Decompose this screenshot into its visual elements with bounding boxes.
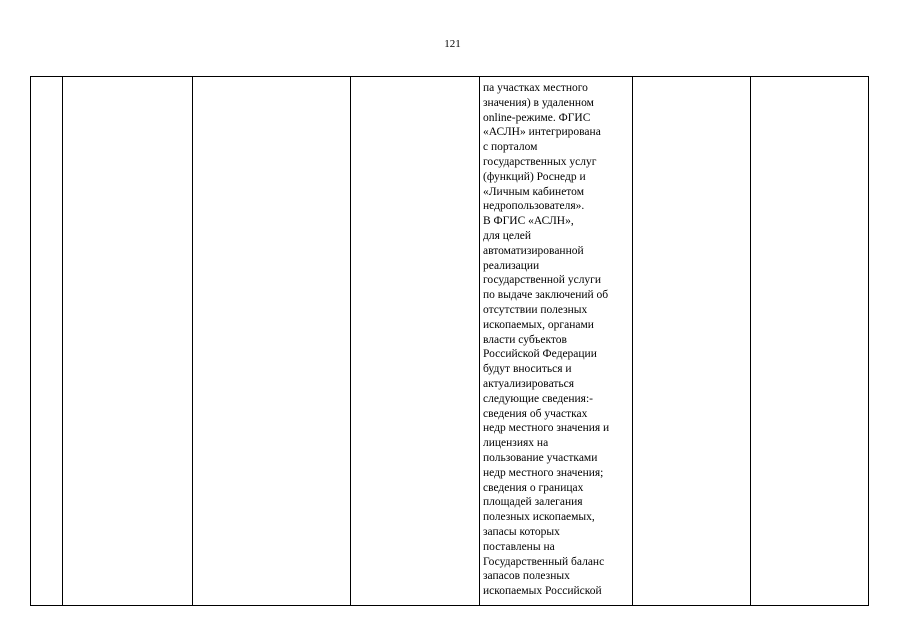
description-text: па участках местного значения) в удаленном online-режиме. ФГИС «АСЛН» интегрирована с порталом государственных услуг (функций) Роснедр и «Личным кабинетом недропользователя». В ФГИС «АСЛН», для целей автоматизированной реализации государственной услуги по выдаче заключений об отсутствии полезных ископаемых, органами власти субъектов Российской Федерации будут вноситься и актуализироваться следующие сведения:- сведения об участках недр местного значения и лицензиях на пользование участками недр местного значения; сведения о границах площадей залегания полезных ископаемых, запасы которых поставлены на Государственный баланс запасов полезных ископаемых Российской <box>483 82 610 598</box>
table-cell-description <box>480 77 633 606</box>
table-cell-4 <box>351 77 480 606</box>
table-cell-2 <box>63 77 193 606</box>
document-table <box>30 76 869 606</box>
table-cell-number <box>31 77 63 606</box>
table-cell-3 <box>193 77 351 606</box>
table-row <box>31 77 869 606</box>
table-cell-6 <box>633 77 751 606</box>
table-cell-7 <box>751 77 869 606</box>
page-number: 121 <box>444 38 461 50</box>
